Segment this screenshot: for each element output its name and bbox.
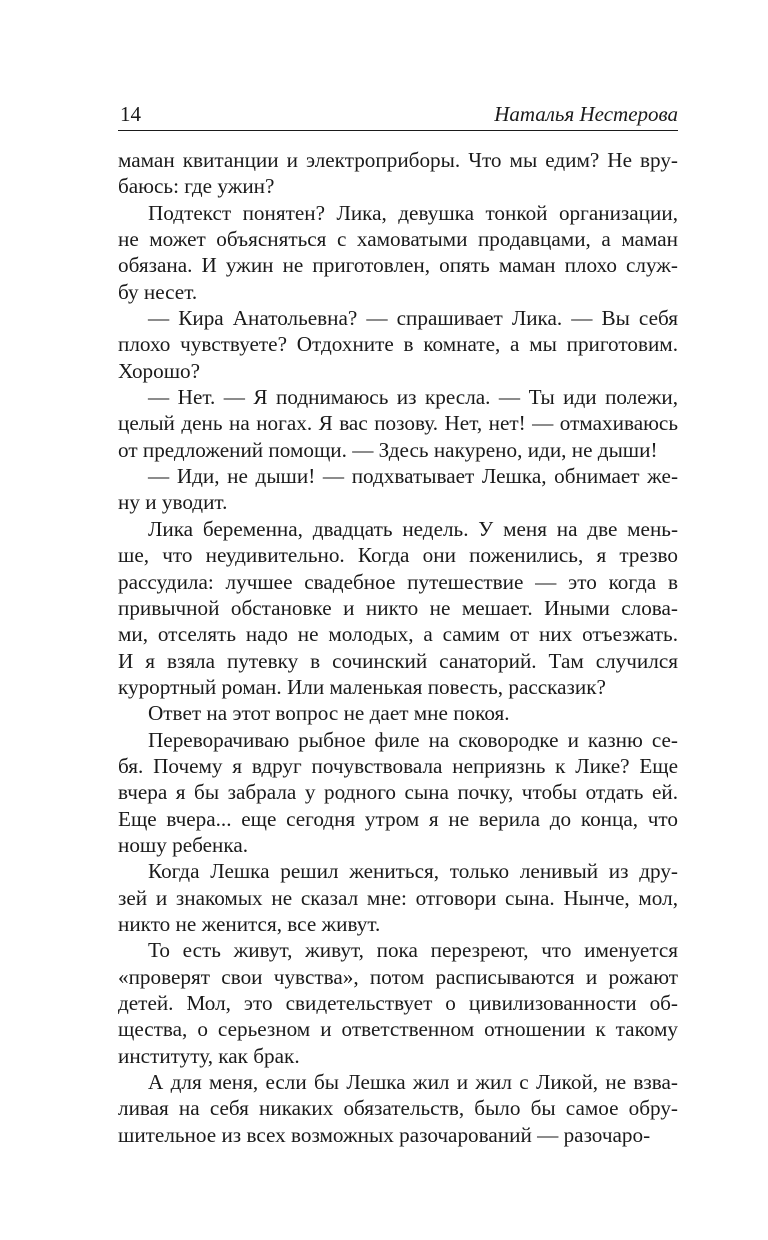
text-line: ливая на себя никаких обязательств, было бы самое обру- [118,1096,678,1121]
text-line: ношу ребенка. [118,832,249,857]
text-line: Ответ на этот вопрос не дает мне покоя. [148,701,510,726]
text-line: детей. Мол, это свидетельствует о цивилизованности об- [118,991,678,1015]
text-line: маман квитанции и электроприборы. Что мы едим? Не вру- [118,148,678,172]
text-line: целый день на ногах. Я вас позову. Нет, нет! — отмахиваюсь [118,411,678,436]
text-line: бя. Почему я вдруг почувствовала неприязнь к Лике? Еще [118,753,678,778]
running-head-author: Наталья Нестерова [494,102,678,126]
text-line: Переворачиваю рыбное филе на сковородке и казню се- [148,727,678,752]
paragraph [118,148,678,201]
text-line: обязана. И ужин не приготовлен, опять маман плохо служ- [118,253,678,278]
paragraph [118,464,678,517]
text-line: шительное из всех возможных разочарований — разочаро- [118,1122,651,1147]
text-line: А для меня, если бы Лешка жил и жил с Ликой, не взва- [148,1070,678,1095]
text-line: «проверят свои чувства», потом расписываются и рожают [118,964,678,989]
text-line: вчера я бы забрала у родного сына почку, чтобы отдать ей. [118,780,678,805]
text-line: — Иди, не дыши! — подхватывает Лешка, обнимает же- [148,464,678,489]
text-line: То есть живут, живут, пока перезреют, что именуется [148,938,678,963]
page-number: 14 [120,102,141,126]
paragraph [118,728,678,860]
text-line: зей и знакомых не сказал мне: отговори сына. Нынче, мол, [118,885,678,910]
text-line: от предложений помощи. — Здесь накурено, иди, не дыши! [118,437,658,462]
paragraph [118,938,678,1070]
page-header [118,96,678,131]
text-line: институту, как брак. [118,1043,300,1068]
text-line: Еще вчера... еще сегодня утром я не верила до конца, что [118,806,678,831]
text-line: плохо чувствуете? Отдохните в комнате, а мы приготовим. [118,332,678,357]
paragraph [118,701,678,727]
text-line: баюсь: где ужин? [118,174,275,199]
text-line: Лика беременна, двадцать недель. У меня на две мень- [148,516,678,541]
paragraph [118,306,678,385]
text-line: ше, что неудивительно. Когда они поженились, я трезво [118,543,678,568]
text-line: курортный роман. Или маленькая повесть, рассказик? [118,674,606,699]
paragraph [118,517,678,701]
text-line: Подтекст понятен? Лика, девушка тонкой организации, [148,200,678,225]
text-line: — Кира Анатольевна? — спрашивает Лика. — Вы себя [148,306,678,331]
text-line: Хорошо? [118,358,201,383]
book-page [118,96,678,1149]
paragraph [118,1070,678,1149]
paragraph [118,201,678,306]
text-line: ну и уводит. [118,490,228,515]
text-line: — Нет. — Я поднимаюсь из кресла. — Ты иди полежи, [148,385,678,410]
text-line: привычной обстановке и никто не мешает. Иными слова- [118,595,678,620]
body-text [118,148,678,1149]
text-line: не может объясняться с хамоватыми продавцами, а маман [118,227,678,252]
text-line: ми, отселять надо не молодых, а самим от них отъезжать. [118,622,678,647]
text-line: никто не женится, все живут. [118,911,381,936]
text-line: щества, о серьезном и ответственном отношении к такому [118,1017,678,1042]
text-line: рассудила: лучшее свадебное путешествие — это когда в [118,569,678,594]
text-line: И я взяла путевку в сочинский санаторий. Там случился [118,648,678,673]
paragraph [118,385,678,464]
text-line: бу несет. [118,279,198,304]
text-line: Когда Лешка решил жениться, только ленивый из дру- [148,859,678,884]
paragraph [118,859,678,938]
